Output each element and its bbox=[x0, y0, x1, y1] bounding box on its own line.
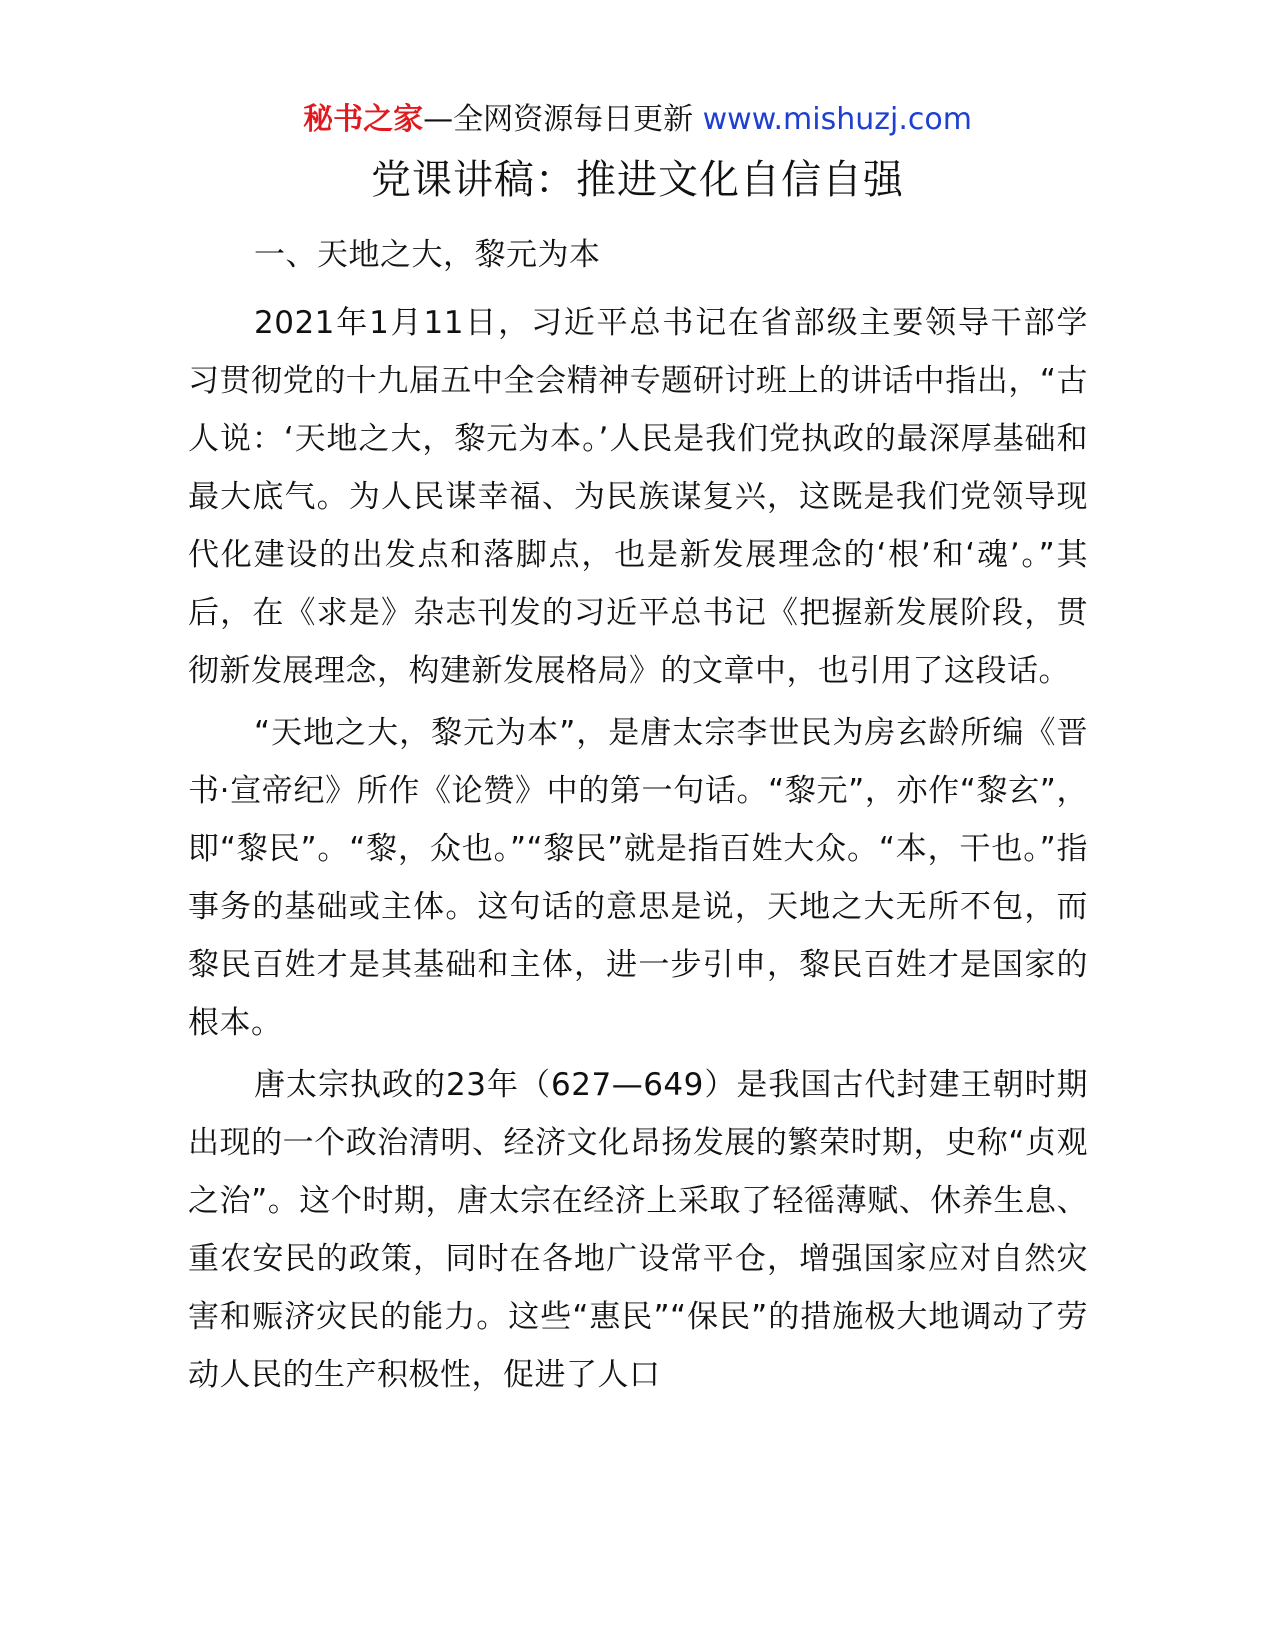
header-tagline: —全网资源每日更新 bbox=[423, 102, 703, 137]
site-header bbox=[0, 100, 1275, 140]
brand-name: 秘书之家 bbox=[303, 102, 424, 137]
paragraph: “天地之大，黎元为本”，是唐太宗李世民为房玄龄所编《晋书·宣帝纪》所作《论赞》中的第一句话。“黎元”，亦作“黎玄”，即“黎民”。“黎，众也。”“黎民”就是指百姓大众。“本，干也。”指事务的基础或主体。这句话的意思是说，天地之大无所不包，而黎民百姓才是其基础和主体，进一步引申，黎民百姓才是国家的根本。 bbox=[188, 715, 1088, 1041]
site-url-link[interactable]: www.mishuzj.com bbox=[702, 102, 972, 137]
paragraph: 唐太宗执政的23年（627—649）是我国古代封建王朝时期出现的一个政治清明、经济文化昂扬发展的繁荣时期，史称“贞观之治”。这个时期，唐太宗在经济上采取了轻徭薄赋、休养生息、重农安民的政策，同时在各地广设常平仓，增强国家应对自然灾害和赈济灾民的能力。这些“惠民”“保民”的措施极大地调动了劳动人民的生产积极性，促进了人口 bbox=[188, 1067, 1088, 1393]
document-title: 党课讲稿：推进文化自信自强 bbox=[371, 157, 904, 203]
document-body bbox=[188, 226, 1088, 1408]
paragraph: 2021年1月11日，习近平总书记在省部级主要领导干部学习贯彻党的十九届五中全会精神专题研讨班上的讲话中指出，“古人说：‘天地之大，黎元为本。’人民是我们党执政的最深厚基础和最大底气。为人民谋幸福、为民族谋复兴，这既是我们党领导现代化建设的出发点和落脚点，也是新发展理念的‘根’和‘魂’。”其后，在《求是》杂志刊发的习近平总书记《把握新发展阶段，贯彻新发展理念，构建新发展格局》的文章中，也引用了这段话。 bbox=[188, 305, 1088, 689]
section-heading: 一、天地之大，黎元为本 bbox=[254, 237, 601, 273]
